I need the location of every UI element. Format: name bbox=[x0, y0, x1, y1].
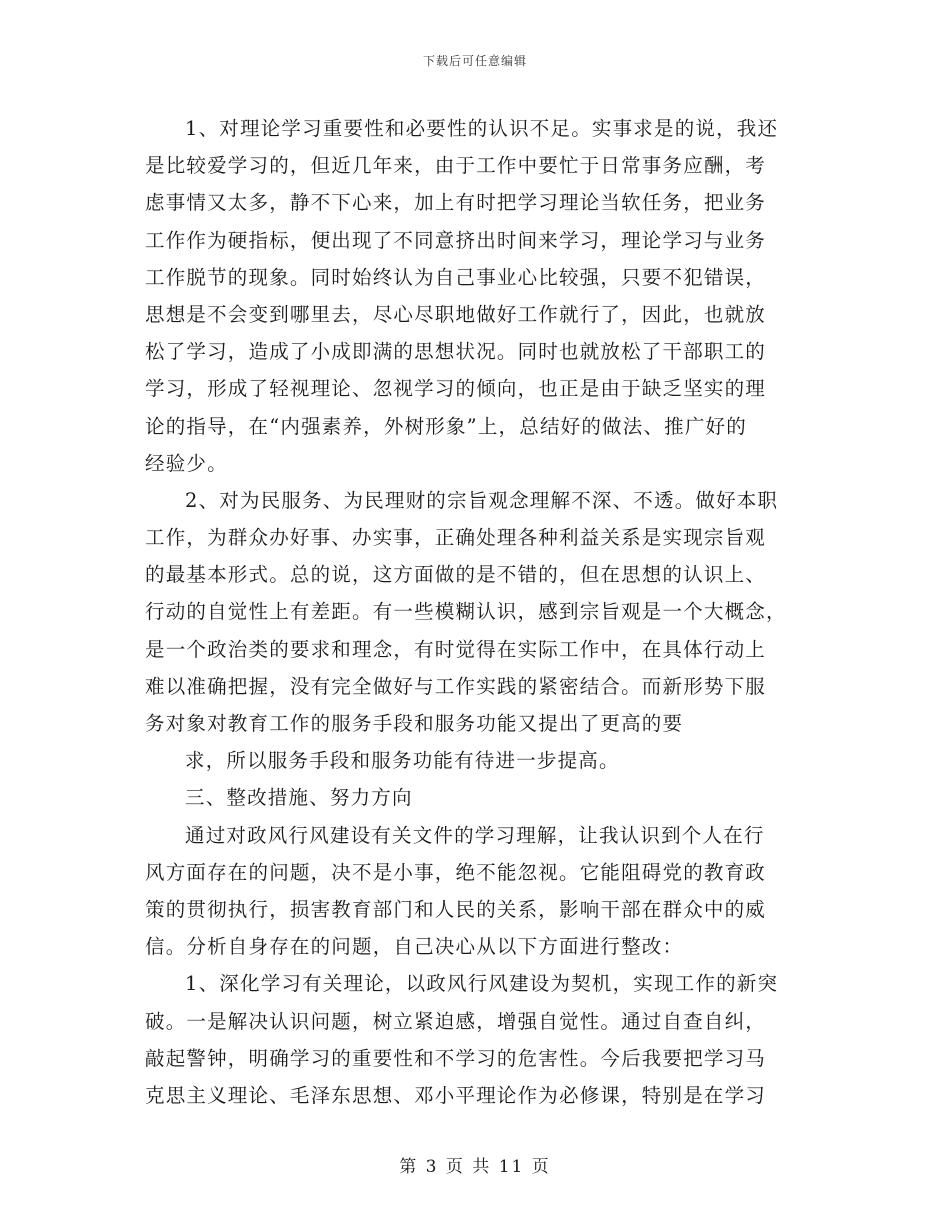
text-line: 的最基本形式。总的说，这方面做的是不错的，但在思想的认识上、 bbox=[145, 563, 767, 587]
text-line: 虑事情又太多，静不下心来，加上有时把学习理论当软任务，把业务 bbox=[145, 191, 767, 215]
document-body bbox=[145, 110, 805, 1114]
text-line: 思想是不会变到哪里去，尽心尽职地做好工作就行了，因此，也就放 bbox=[145, 302, 767, 326]
text-line: 求，所以服务手段和服务功能有待进一步提高。 bbox=[185, 749, 620, 773]
text-line: 难以准确把握，没有完全做好与工作实践的紧密结合。而新形势下服 bbox=[145, 674, 767, 698]
header-note: 下载后可任意编辑 bbox=[422, 54, 527, 68]
text-line: 1、对理论学习重要性和必要性的认识不足。实事求是的说，我还 bbox=[185, 117, 779, 140]
text-line: 行动的自觉性上有差距。有一些模糊认识，感到宗旨观是一个大概念， bbox=[145, 600, 787, 624]
text-line: 风方面存在的问题，决不是小事，绝不能忽视。它能阻碍党的教育政 bbox=[145, 860, 767, 884]
text-line: 破。一是解决认识问题，树立紧迫感，增强自觉性。通过自查自纠， bbox=[145, 1009, 767, 1033]
text-line: 务对象对教育工作的服务手段和服务功能又提出了更高的要 bbox=[145, 712, 684, 735]
text-line: 敲起警钟，明确学习的重要性和不学习的危害性。今后我要把学习马 bbox=[145, 1046, 767, 1070]
text-line: 是比较爱学习的，但近几年来，由于工作中要忙于日常事务应酬，考 bbox=[145, 154, 767, 178]
text-line: 克思主义理论、毛泽东思想、邓小平理论作为必修课，特别是在学习 bbox=[145, 1083, 767, 1107]
text-line: 信。分析自身存在的问题，自己决心从以下方面进行整改： bbox=[145, 935, 684, 959]
text-line: 2、对为民服务、为民理财的宗旨观念理解不深、不透。做好本职 bbox=[185, 488, 779, 512]
text-line: 1、深化学习有关理论，以政风行风建设为契机，实现工作的新突 bbox=[185, 972, 779, 996]
text-line: 是一个政治类的要求和理念，有时觉得在实际工作中，在具体行动上 bbox=[145, 637, 767, 661]
text-line: 经验少。 bbox=[145, 451, 228, 475]
text-line: 松了学习，造成了小成即满的思想状况。同时也就放松了干部职工的 bbox=[145, 340, 767, 364]
text-line: 学习，形成了轻视理论、忽视学习的倾向，也正是由于缺乏坚实的理 bbox=[145, 377, 767, 401]
page-number: 第 3 页 共 11 页 bbox=[399, 1157, 551, 1177]
text-line: 工作作为硬指标，便出现了不同意挤出时间来学习，理论学习与业务 bbox=[145, 228, 767, 252]
text-line: 通过对政风行风建设有关文件的学习理解，让我认识到个人在行 bbox=[185, 823, 765, 847]
text-line: 策的贯彻执行，损害教育部门和人民的关系，影响干部在群众中的威 bbox=[145, 897, 767, 921]
body-text bbox=[145, 110, 805, 1114]
text-line: 论的指导，在“内强素养，外树形象”上，总结好的做法、推广好的 bbox=[145, 414, 747, 438]
text-line: 工作，为群众办好事、办实事，正确处理各种利益关系是实现宗旨观 bbox=[145, 526, 767, 550]
text-line: 三、整改措施、努力方向 bbox=[185, 786, 413, 810]
text-line: 工作脱节的现象。同时始终认为自己事业心比较强，只要不犯错误， bbox=[145, 265, 767, 289]
